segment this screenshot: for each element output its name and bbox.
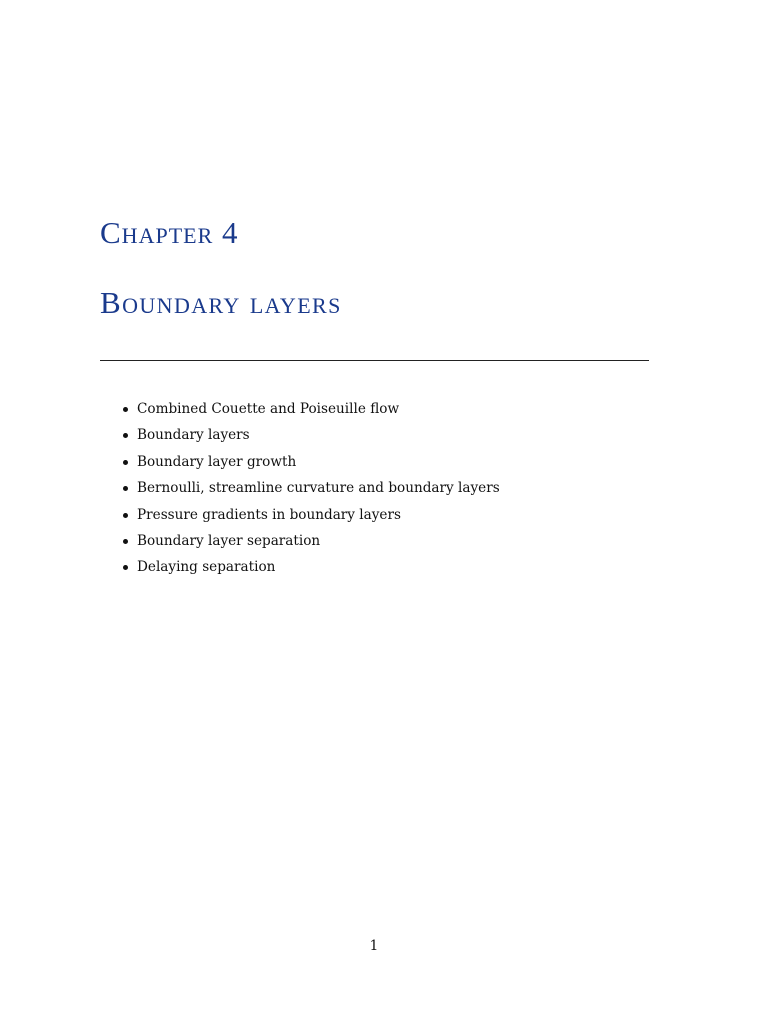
chapter-title-heading: Boundary layers	[100, 285, 342, 320]
topic-text: Boundary layer growth	[137, 453, 297, 470]
bullet-icon	[123, 460, 128, 465]
topic-text: Boundary layers	[137, 427, 250, 444]
topic-list-item	[120, 477, 500, 503]
topic-list-item	[120, 424, 500, 450]
topic-list-item	[120, 451, 500, 477]
bullet-icon	[123, 407, 128, 412]
page-number: 1	[369, 938, 379, 954]
chapter-number-heading: Chapter 4	[100, 215, 239, 250]
horizontal-rule-divider	[100, 360, 649, 361]
bullet-icon	[123, 513, 128, 518]
bullet-icon	[123, 433, 128, 438]
topic-text: Delaying separation	[137, 559, 276, 576]
bullet-icon	[123, 486, 128, 491]
bullet-icon	[123, 565, 128, 570]
topic-text: Bernoulli, streamline curvature and boundary layers	[137, 480, 500, 497]
chapter-topics-list	[120, 398, 500, 583]
topic-text: Pressure gradients in boundary layers	[137, 506, 401, 523]
topic-text: Boundary layer separation	[137, 532, 321, 549]
topic-list-item	[120, 398, 500, 424]
topic-list-item	[120, 504, 500, 530]
topic-list-item	[120, 530, 500, 556]
topic-list-item	[120, 556, 500, 582]
bullet-icon	[123, 539, 128, 544]
topic-text: Combined Couette and Poiseuille flow	[137, 401, 400, 417]
